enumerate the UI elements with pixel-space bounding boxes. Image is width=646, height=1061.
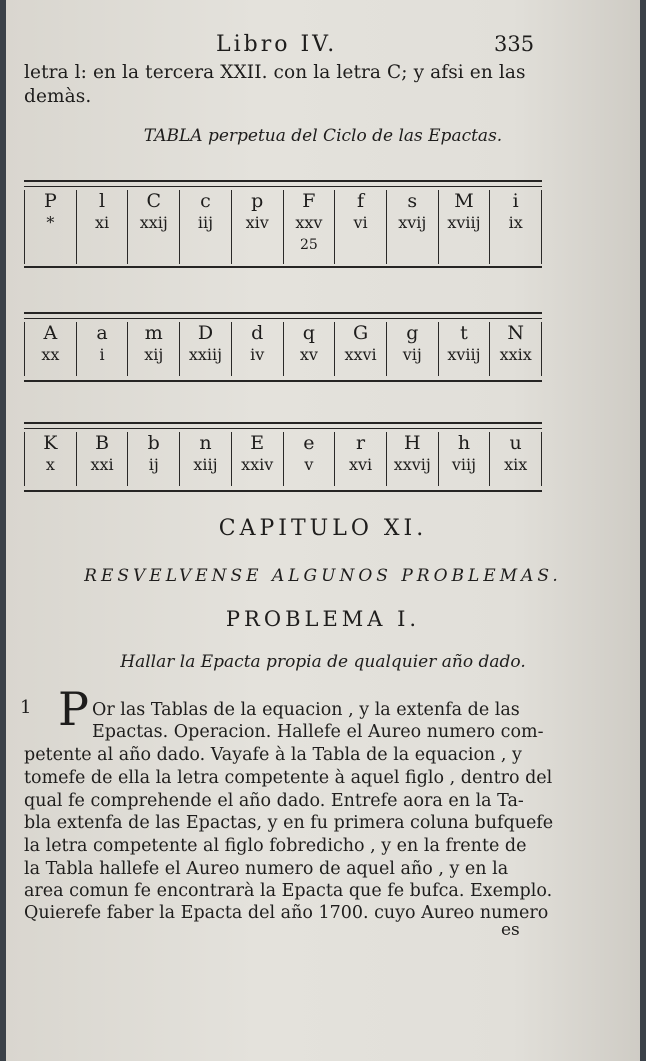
table-column	[179, 432, 231, 486]
dominical-letter: B	[95, 432, 110, 454]
table-column	[386, 190, 438, 264]
dominical-letter: A	[43, 322, 58, 344]
paragraph-line: petente al año dado. Vayafe à la Tabla de la equacion , y	[24, 745, 522, 765]
table-column	[76, 432, 128, 486]
table-column	[76, 322, 128, 376]
epact-value: xiij	[193, 455, 218, 474]
table-column	[231, 322, 283, 376]
dominical-letter: l	[99, 190, 106, 212]
table-rule	[24, 180, 542, 182]
epact-value: xix	[504, 455, 528, 474]
chapter-subtitle: RESVELVENSE ALGUNOS PROBLEMAS.	[84, 566, 562, 586]
dominical-letter: u	[509, 432, 522, 454]
catchword: es	[501, 920, 520, 940]
table-column	[127, 190, 179, 264]
table-column	[283, 190, 335, 264]
problem-statement: Hallar la Epacta propia de qualquier año dado.	[120, 652, 526, 672]
table-column	[489, 432, 542, 486]
table-column	[489, 322, 542, 376]
table-rule	[24, 186, 542, 187]
dominical-letter: a	[96, 322, 108, 344]
table-column	[127, 432, 179, 486]
table-column	[489, 190, 542, 264]
dominical-letter: n	[199, 432, 212, 454]
table-column	[231, 190, 283, 264]
paragraph-number: 1	[20, 697, 32, 718]
table-rule	[24, 490, 542, 492]
table-column	[24, 190, 76, 264]
dominical-letter: p	[251, 190, 264, 212]
epact-value: xij	[144, 345, 164, 364]
dominical-letter: g	[406, 322, 419, 344]
dominical-letter: G	[352, 322, 369, 344]
epact-value: *	[46, 213, 55, 232]
paragraph-line: qual fe comprehende el año dado. Entrefe aora en la Ta-	[24, 791, 524, 811]
epact-value: xxiij	[188, 345, 223, 364]
epact-table-1	[24, 176, 542, 272]
epact-value: i	[99, 345, 105, 364]
paragraph-line: la Tabla hallefe el Aureo numero de aquel año , y en la	[24, 859, 509, 879]
dominical-letter: C	[146, 190, 162, 212]
paragraph-line: la letra competente al figlo fobredicho , y en la frente de	[24, 836, 527, 856]
paragraph-line: Quierefe faber la Epacta del año 1700. cuyo Aureo numero	[24, 903, 549, 923]
epact-value: xx	[41, 345, 60, 364]
table-rule	[24, 312, 542, 314]
table-column	[283, 322, 335, 376]
dominical-letter: F	[302, 190, 316, 212]
epact-value: iv	[250, 345, 265, 364]
problem-title: PROBLEMA I.	[225, 607, 421, 631]
dominical-letter: r	[356, 432, 366, 454]
page-number: 335	[494, 32, 535, 56]
paragraph-line: bla extenfa de las Epactas, y en fu primera coluna bufquefe	[24, 813, 554, 833]
dominical-letter: f	[357, 190, 365, 212]
table-column	[334, 322, 386, 376]
epact-value: xv	[299, 345, 318, 364]
dominical-letter: s	[407, 190, 418, 212]
intro-line-1: letra l: en la tercera XXII. con la letra C; y afsi en las	[24, 62, 526, 83]
paragraph-line: tomefe de ella la letra competente à aquel figlo , dentro del	[24, 768, 553, 788]
epact-value: xxvij	[393, 455, 431, 474]
table-column	[76, 190, 128, 264]
dominical-letter: M	[454, 190, 474, 212]
dominical-letter: K	[43, 432, 58, 454]
table-column	[231, 432, 283, 486]
dominical-letter: P	[43, 190, 57, 212]
epact-value: xviij	[447, 213, 481, 232]
dominical-letter: b	[147, 432, 160, 454]
running-title: Libro IV.	[216, 32, 338, 57]
table-rule	[24, 428, 542, 429]
epact-value: xvi	[348, 455, 373, 474]
epact-value: xviij	[447, 345, 481, 364]
table-column	[438, 432, 490, 486]
running-head	[6, 30, 640, 64]
dominical-letter: e	[303, 432, 315, 454]
dominical-letter: c	[200, 190, 211, 212]
epact-value: xxi	[90, 455, 114, 474]
table-rule	[24, 380, 542, 382]
epact-value: ij	[148, 455, 159, 474]
dominical-letter: i	[512, 190, 519, 212]
epact-value: xi	[94, 213, 110, 232]
table-rule	[24, 266, 542, 268]
table-column	[179, 322, 231, 376]
table-column	[24, 322, 76, 376]
dominical-letter: D	[197, 322, 214, 344]
paragraph-line: Epactas. Operacion. Hallefe el Aureo numero com-	[92, 722, 544, 742]
table-columns	[24, 322, 542, 376]
epact-value: xxvi	[344, 345, 377, 364]
table-column	[24, 432, 76, 486]
table-column	[179, 190, 231, 264]
dominical-letter: h	[457, 432, 471, 454]
dominical-letter: m	[144, 322, 163, 344]
epact-value: x	[45, 455, 55, 474]
table-columns	[24, 432, 542, 486]
table-column	[438, 190, 490, 264]
dominical-letter: E	[250, 432, 265, 454]
epact-extra: 25	[299, 237, 318, 253]
epact-value: vi	[353, 213, 368, 232]
table-column	[334, 190, 386, 264]
table-rule	[24, 318, 542, 319]
table-column	[386, 322, 438, 376]
epact-table-3	[24, 418, 542, 500]
epact-value: xiv	[245, 213, 269, 232]
epact-value: v	[304, 455, 314, 474]
epact-value: xvij	[398, 213, 427, 232]
epact-value: ix	[508, 213, 523, 232]
table-rule	[24, 422, 542, 424]
epact-value: xxv	[295, 213, 323, 232]
epact-value: viij	[451, 455, 477, 474]
table-title: TABLA perpetua del Ciclo de las Epactas.	[143, 126, 503, 146]
epact-table-2	[24, 308, 542, 390]
paragraph-line: area comun fe encontrarà la Epacta que fe bufca. Exemplo.	[24, 881, 553, 901]
drop-cap: P	[58, 682, 89, 736]
dominical-letter: H	[403, 432, 421, 454]
table-column	[127, 322, 179, 376]
epact-value: iij	[197, 213, 214, 232]
table-columns	[24, 190, 542, 264]
book-page	[6, 0, 640, 1061]
epact-value: xxiv	[241, 455, 274, 474]
dominical-letter: d	[251, 322, 264, 344]
table-column	[438, 322, 490, 376]
epact-value: xxix	[499, 345, 532, 364]
dominical-letter: N	[507, 322, 524, 344]
chapter-heading: CAPITULO XI.	[218, 516, 428, 541]
table-column	[283, 432, 335, 486]
epact-value: xxij	[139, 213, 168, 232]
dominical-letter: q	[302, 322, 315, 344]
table-column	[334, 432, 386, 486]
epact-value: vij	[402, 345, 422, 364]
dominical-letter: t	[460, 322, 468, 344]
intro-line-2: demàs.	[24, 86, 92, 107]
paragraph-line: Or las Tablas de la equacion , y la extenfa de las	[92, 700, 520, 720]
table-column	[386, 432, 438, 486]
